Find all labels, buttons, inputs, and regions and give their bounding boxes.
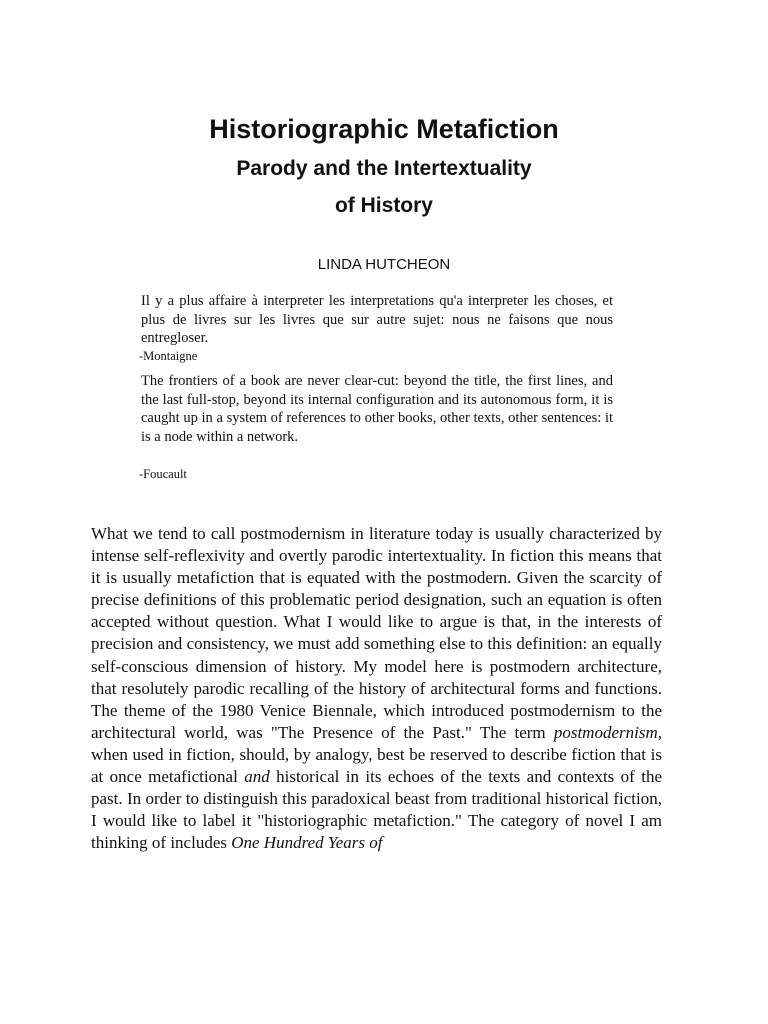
body-text-part-2: when used in fiction, should, by analogy, best be reserved to describe fiction that is at once metafictional bbox=[91, 744, 662, 787]
body-text-part-3: historical in its echoes of the texts and contexts of the past. In order to distinguish this paradoxical beast from traditional historical fiction, I would like to label it "historiographic metafiction." The category of novel I am thinking of includes bbox=[91, 767, 662, 853]
body-text-part-1: What we tend to call postmodernism in literature today is usually characterized by intense self-reflexivity and overtly parodic intertextuality. In fiction this means that it is usually metafiction that is equated with the postmodern. Given the scarcity of precise definitions of this problematic period designation, such an equation is often accepted without question. What I would like to argue is that, in the interests of precision and consistency, we must add something else to this definition: an equally self-conscious dimension of history. My model here is postmodern architecture, that resolutely parodic recalling of the history of architectural forms and functions. The theme of the 1980 Venice Biennale, which introduced postmodernism to the architectural world, was "The Presence of the Past." The term bbox=[91, 524, 662, 742]
body-paragraph-text bbox=[91, 523, 662, 854]
author-name: LINDA HUTCHEON bbox=[317, 256, 451, 273]
epigraph-foucault: The frontiers of a book are never clear-cut: beyond the title, the first lines, and the last full-stop, beyond its internal configuration and its autonomous form, it is caught up in a system of references to other books, other texts, other sentences: it is a node within a network. bbox=[141, 373, 613, 445]
body-italic-book-title: One Hundred Years of bbox=[231, 833, 383, 853]
body-italic-postmodernism: postmodernism, bbox=[553, 722, 662, 742]
epigraph-montaigne: Il y a plus affaire à interpreter les interpretations qu'a interpreter les choses, et plus de livres sur les livres que sur autre sujet: nous ne faisons que nous entregloser. bbox=[141, 293, 613, 346]
epigraph-attribution-montaigne: -Montaigne bbox=[139, 349, 198, 363]
body-paragraph bbox=[91, 523, 662, 854]
subtitle-line-1: Parody and the Intertextuality bbox=[236, 157, 532, 180]
subtitle-line-2: of History bbox=[334, 194, 433, 217]
epigraph-attribution-foucault: -Foucault bbox=[139, 467, 187, 481]
page-title: Historiographic Metafiction bbox=[209, 114, 559, 144]
body-italic-and: and bbox=[244, 767, 270, 787]
